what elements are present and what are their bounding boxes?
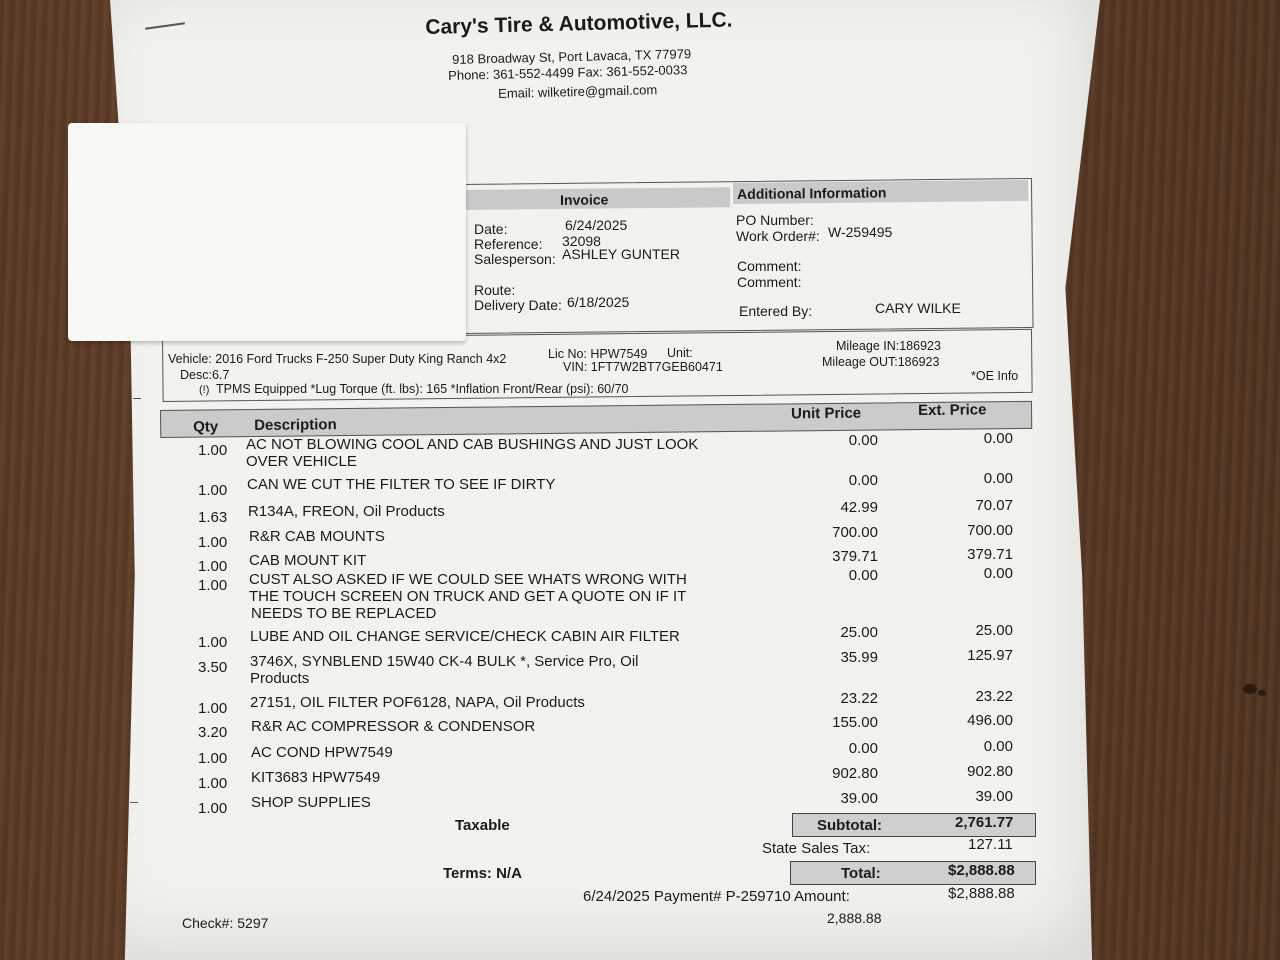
row-unit-price: 0.00 — [848, 567, 878, 584]
row-ext-price: 700.00 — [967, 522, 1013, 539]
additional-header: Additional Information — [737, 184, 887, 202]
row-unit-price: 902.80 — [832, 765, 878, 782]
tax-value: 127.11 — [968, 836, 1013, 853]
row-qty: 1.00 — [198, 750, 228, 767]
delivery-label: Delivery Date: — [474, 297, 562, 313]
oe-info: *OE Info — [971, 369, 1019, 383]
row-ext-price: 496.00 — [967, 712, 1013, 729]
mileage-in: Mileage IN:186923 — [836, 339, 941, 353]
row-qty: 1.00 — [198, 700, 228, 717]
row-description: 27151, OIL FILTER POF6128, NAPA, Oil Products — [250, 694, 585, 711]
work-order-value: W-259495 — [828, 224, 893, 240]
row-unit-price: 155.00 — [832, 714, 878, 731]
row-description: R&R CAB MOUNTS — [249, 528, 385, 545]
row-description: AC COND HPW7549 — [251, 744, 393, 761]
reference-value: 32098 — [562, 233, 601, 249]
engine-desc: Desc:6.7 — [180, 368, 230, 382]
row-unit-price: 23.22 — [840, 690, 878, 707]
col-description: Description — [254, 416, 337, 435]
total-label: Total: — [841, 865, 881, 882]
row-unit-price: 25.00 — [840, 624, 878, 641]
additional-header-bar — [733, 180, 1028, 204]
delivery-value: 6/18/2025 — [567, 294, 630, 310]
row-description: LUBE AND OIL CHANGE SERVICE/CHECK CABIN AIR FILTER — [250, 628, 680, 645]
row-ext-price: 902.80 — [967, 763, 1013, 780]
col-qty: Qty — [193, 418, 219, 436]
comment-2: Comment: — [737, 274, 802, 290]
wood-stain — [1258, 690, 1266, 696]
row-description: KIT3683 HPW7549 — [251, 769, 381, 786]
route-label: Route: — [474, 282, 516, 298]
row-qty: 1.63 — [198, 509, 228, 526]
row-ext-price: 70.07 — [975, 497, 1013, 514]
row-ext-price: 0.00 — [983, 470, 1013, 487]
row-description-cont: NEEDS TO BE REPLACED — [251, 605, 437, 622]
row-qty: 1.00 — [198, 442, 228, 459]
row-ext-price: 0.00 — [983, 430, 1013, 447]
redaction-sticky-note — [68, 123, 466, 341]
work-order-label: Work Order#: — [736, 228, 820, 244]
row-description: R&R AC COMPRESSOR & CONDENSOR — [251, 718, 536, 735]
row-unit-price: 0.00 — [848, 432, 878, 449]
company-phone-fax: Phone: 361-552-4499 Fax: 361-552-0033 — [448, 62, 688, 83]
row-description: CAN WE CUT THE FILTER TO SEE IF DIRTY — [247, 476, 556, 493]
row-unit-price: 35.99 — [840, 649, 878, 666]
date-label: Date: — [474, 221, 508, 237]
warning-icon: (!) — [199, 384, 210, 396]
payment-line: 6/24/2025 Payment# P-259710 Amount: — [583, 888, 850, 905]
taxable-label: Taxable — [455, 817, 510, 834]
row-qty: 1.00 — [198, 577, 228, 594]
terms: Terms: N/A — [443, 865, 522, 882]
company-name: Cary's Tire & Automotive, LLC. — [425, 8, 733, 39]
invoice-header: Invoice — [560, 191, 609, 208]
reference-label: Reference: — [474, 236, 543, 252]
row-ext-price: 39.00 — [975, 788, 1013, 805]
row-ext-price: 0.00 — [983, 738, 1013, 755]
row-description: AC NOT BLOWING COOL AND CAB BUSHINGS AND JUST LOOK — [246, 436, 699, 453]
row-description: SHOP SUPPLIES — [251, 794, 371, 811]
row-ext-price: 25.00 — [975, 622, 1013, 639]
row-qty: 1.00 — [198, 634, 228, 651]
row-description: 3746X, SYNBLEND 15W40 CK-4 BULK *, Service Pro, Oil — [250, 653, 639, 670]
total-value: $2,888.88 — [948, 862, 1015, 879]
row-ext-price: 0.00 — [983, 565, 1013, 582]
salesperson-value: ASHLEY GUNTER — [562, 246, 680, 262]
row-description-cont: OVER VEHICLE — [246, 453, 357, 470]
subtotal-value: 2,761.77 — [955, 814, 1014, 831]
vehicle-line: Vehicle: 2016 Ford Trucks F-250 Super Duty King Ranch 4x2 — [168, 352, 507, 366]
row-qty: 1.00 — [198, 482, 228, 499]
row-description-cont: Products — [250, 670, 310, 687]
row-qty: 1.00 — [198, 558, 228, 575]
row-qty: 3.20 — [198, 724, 228, 741]
row-unit-price: 0.00 — [848, 740, 878, 757]
row-ext-price: 125.97 — [967, 647, 1013, 664]
vin: VIN: 1FT7W2BT7GEB60471 — [563, 360, 723, 374]
row-qty: 1.00 — [198, 775, 228, 792]
row-qty: 1.00 — [198, 534, 228, 551]
row-unit-price: 42.99 — [840, 499, 878, 516]
license-number: Lic No: HPW7549 — [548, 347, 648, 361]
col-unit-price: Unit Price — [790, 404, 862, 423]
company-address: 918 Broadway St, Port Lavaca, TX 77979 — [452, 46, 692, 67]
po-label: PO Number: — [736, 212, 814, 228]
salesperson-label: Salesperson: — [474, 251, 556, 267]
row-unit-price: 0.00 — [848, 472, 878, 489]
date-value: 6/24/2025 — [565, 217, 628, 233]
company-email: Email: wilketire@gmail.com — [498, 82, 658, 101]
payment-amount: $2,888.88 — [948, 885, 1015, 902]
subtotal-label: Subtotal: — [817, 817, 882, 834]
wood-stain — [1243, 684, 1257, 694]
comment-1: Comment: — [737, 258, 802, 274]
margin-mark — [133, 398, 141, 399]
entered-by-value: CARY WILKE — [875, 300, 961, 316]
entered-by-label: Entered By: — [739, 303, 813, 319]
mileage-out: Mileage OUT:186923 — [822, 355, 940, 369]
row-ext-price: 379.71 — [967, 546, 1013, 563]
row-unit-price: 700.00 — [832, 524, 878, 541]
invoice-header-bar — [462, 187, 730, 210]
row-qty: 3.50 — [198, 659, 228, 676]
payment-sub-amount: 2,888.88 — [827, 910, 882, 926]
row-description: CUST ALSO ASKED IF WE COULD SEE WHATS WRONG WITH — [249, 571, 687, 588]
check-number: Check#: 5297 — [182, 915, 269, 931]
col-ext-price: Ext. Price — [917, 401, 987, 420]
tax-label: State Sales Tax: — [762, 840, 871, 857]
row-description: CAB MOUNT KIT — [249, 552, 367, 569]
row-qty: 1.00 — [198, 800, 228, 817]
row-description-cont: THE TOUCH SCREEN ON TRUCK AND GET A QUOTE ON IF IT — [249, 588, 687, 605]
row-description: R134A, FREON, Oil Products — [248, 503, 445, 520]
tpms-line: TPMS Equipped *Lug Torque (ft. lbs): 165 *Inflation Front/Rear (psi): 60/70 — [216, 382, 629, 396]
margin-mark — [130, 802, 138, 803]
row-unit-price: 379.71 — [832, 548, 878, 565]
row-ext-price: 23.22 — [975, 688, 1013, 705]
row-unit-price: 39.00 — [840, 790, 878, 807]
unit-label: Unit: — [667, 346, 693, 360]
